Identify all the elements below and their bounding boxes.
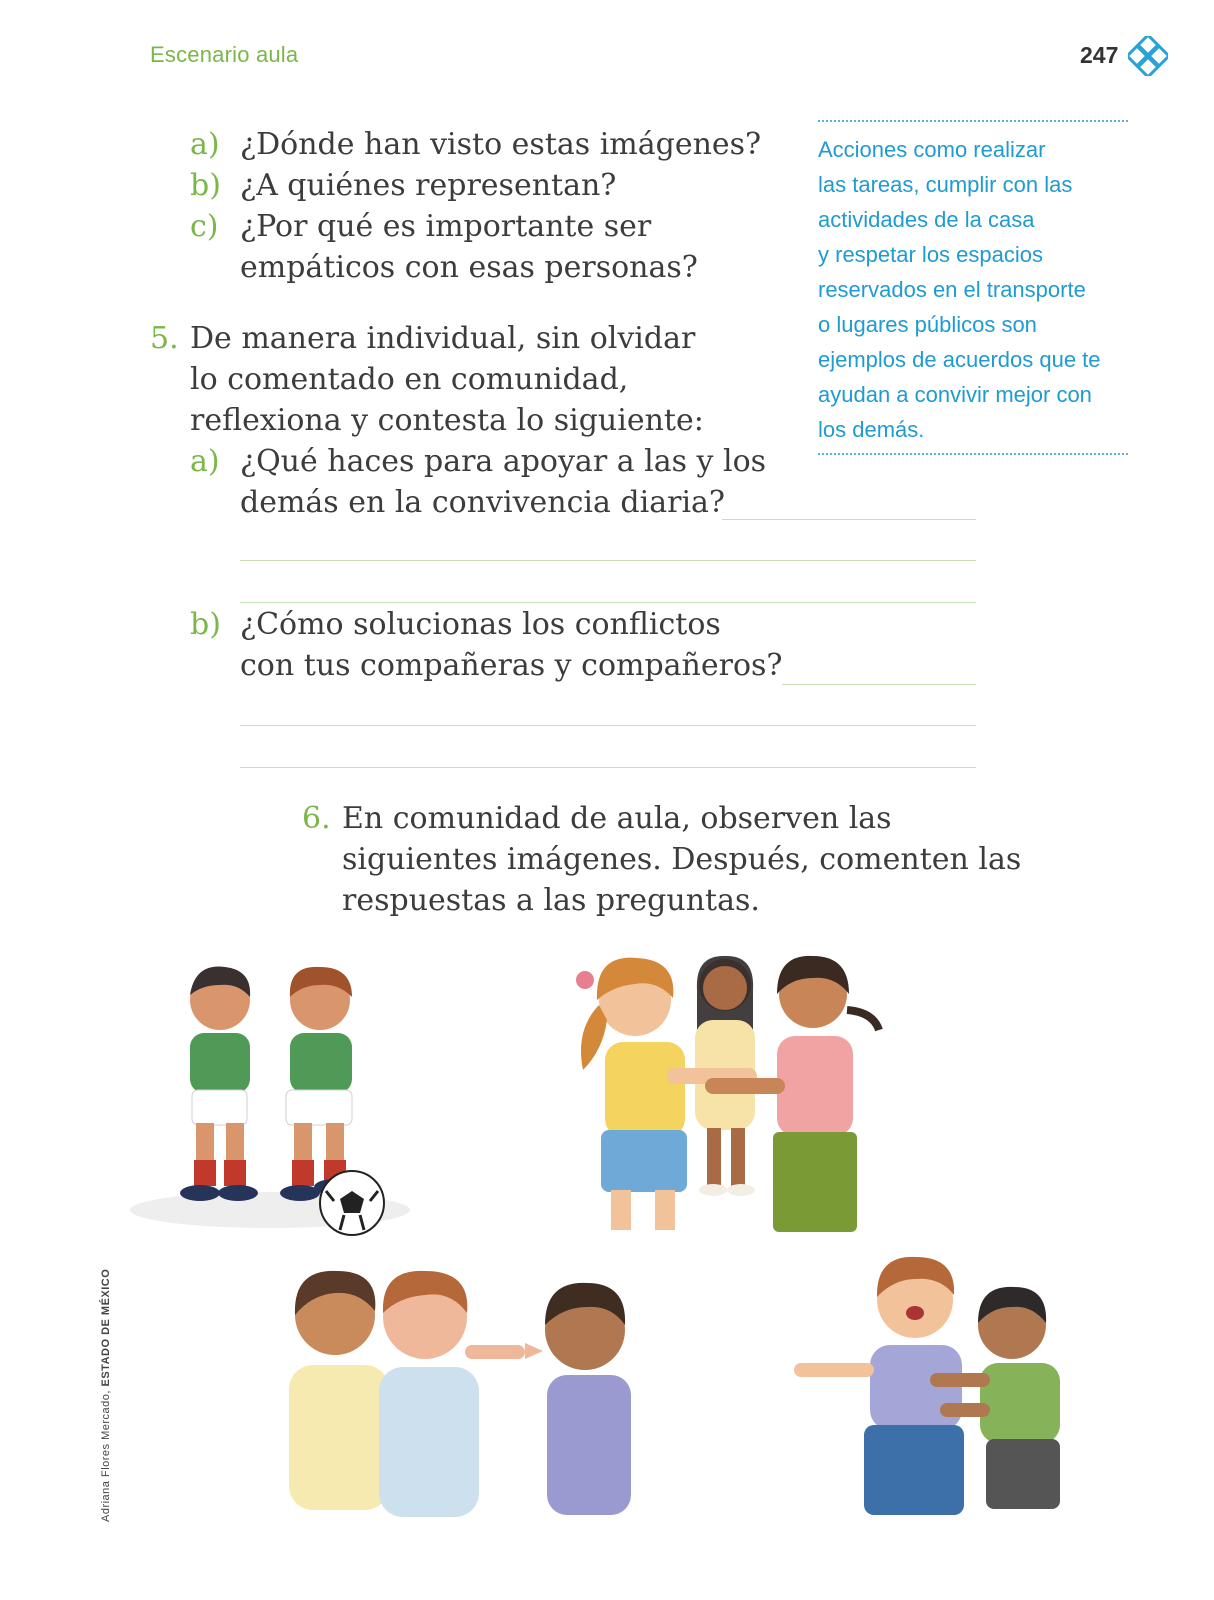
question-6-line2: siguientes imágenes. Después, comenten las [342,842,1022,877]
question-5-line1: De manera individual, sin olvidar [190,321,696,356]
side-note-line: ejemplos de acuerdos que te [818,347,1101,372]
section-title: Escenario aula [150,42,299,67]
answer-line-5b-3[interactable] [240,767,976,768]
answer-line-5b-2[interactable] [240,725,976,726]
question-c-marker: c) [190,209,219,244]
page-number: 247 [1080,42,1119,68]
question-a-text: ¿Dónde han visto estas imágenes? [240,127,762,162]
question-6-line1: En comunidad de aula, observen las [342,801,892,836]
question-5a-line2: demás en la convivencia diaria? [240,485,726,520]
question-5a [190,441,767,523]
question-5b [190,604,783,686]
side-note [818,120,1128,455]
side-note-line: Acciones como realizar [818,137,1046,162]
credit-place: ESTADO DE MÉXICO [100,1268,112,1387]
question-5-line3: reflexiona y contesta lo siguiente: [190,403,704,438]
illustration-boys-soccer [120,955,410,1245]
side-note-line: actividades de la casa [818,207,1035,232]
question-5-number: 5. [150,321,179,356]
illustration-credit [100,1268,112,1522]
credit-name: Adriana Flores Mercado, [100,1386,112,1522]
question-5b-line1: ¿Cómo solucionas los conflictos [240,607,721,642]
question-a [190,124,762,165]
flower-logo-icon [1128,36,1168,76]
side-note-line: las tareas, cumplir con las [818,172,1073,197]
side-note-line: reservados en el transporte [818,277,1086,302]
question-5a-marker: a) [190,444,220,479]
answer-line-5a-2[interactable] [240,560,976,561]
question-c-line1: ¿Por qué es importante ser [240,209,652,244]
question-5b-marker: b) [190,607,221,642]
illustration-kids-whispering [275,1255,665,1525]
answer-line-5a-1[interactable] [722,519,976,520]
question-5b-line2: con tus compañeras y compañeros? [240,648,783,683]
question-5 [150,318,704,441]
question-5-line2: lo comentado en comunidad, [190,362,629,397]
side-note-line: los demás. [818,417,925,442]
question-6 [302,798,1022,921]
question-5a-line1: ¿Qué haces para apoyar a las y los [240,444,767,479]
answer-line-5a-3[interactable] [240,602,976,603]
answer-line-5b-1[interactable] [782,684,976,685]
question-b-text: ¿A quiénes representan? [240,168,617,203]
side-note-line: o lugares públicos son [818,312,1037,337]
question-6-line3: respuestas a las preguntas. [342,883,760,918]
side-note-line: ayudan a convivir mejor con [818,382,1092,407]
illustration-girls-holding-hands [555,950,895,1250]
question-a-marker: a) [190,127,220,162]
question-6-number: 6. [302,801,331,836]
illustration-boy-pushing [790,1245,1090,1520]
question-c-line2: empáticos con esas personas? [240,250,698,285]
question-b [190,165,617,206]
question-c [190,206,698,288]
side-note-line: y respetar los espacios [818,242,1043,267]
question-b-marker: b) [190,168,221,203]
